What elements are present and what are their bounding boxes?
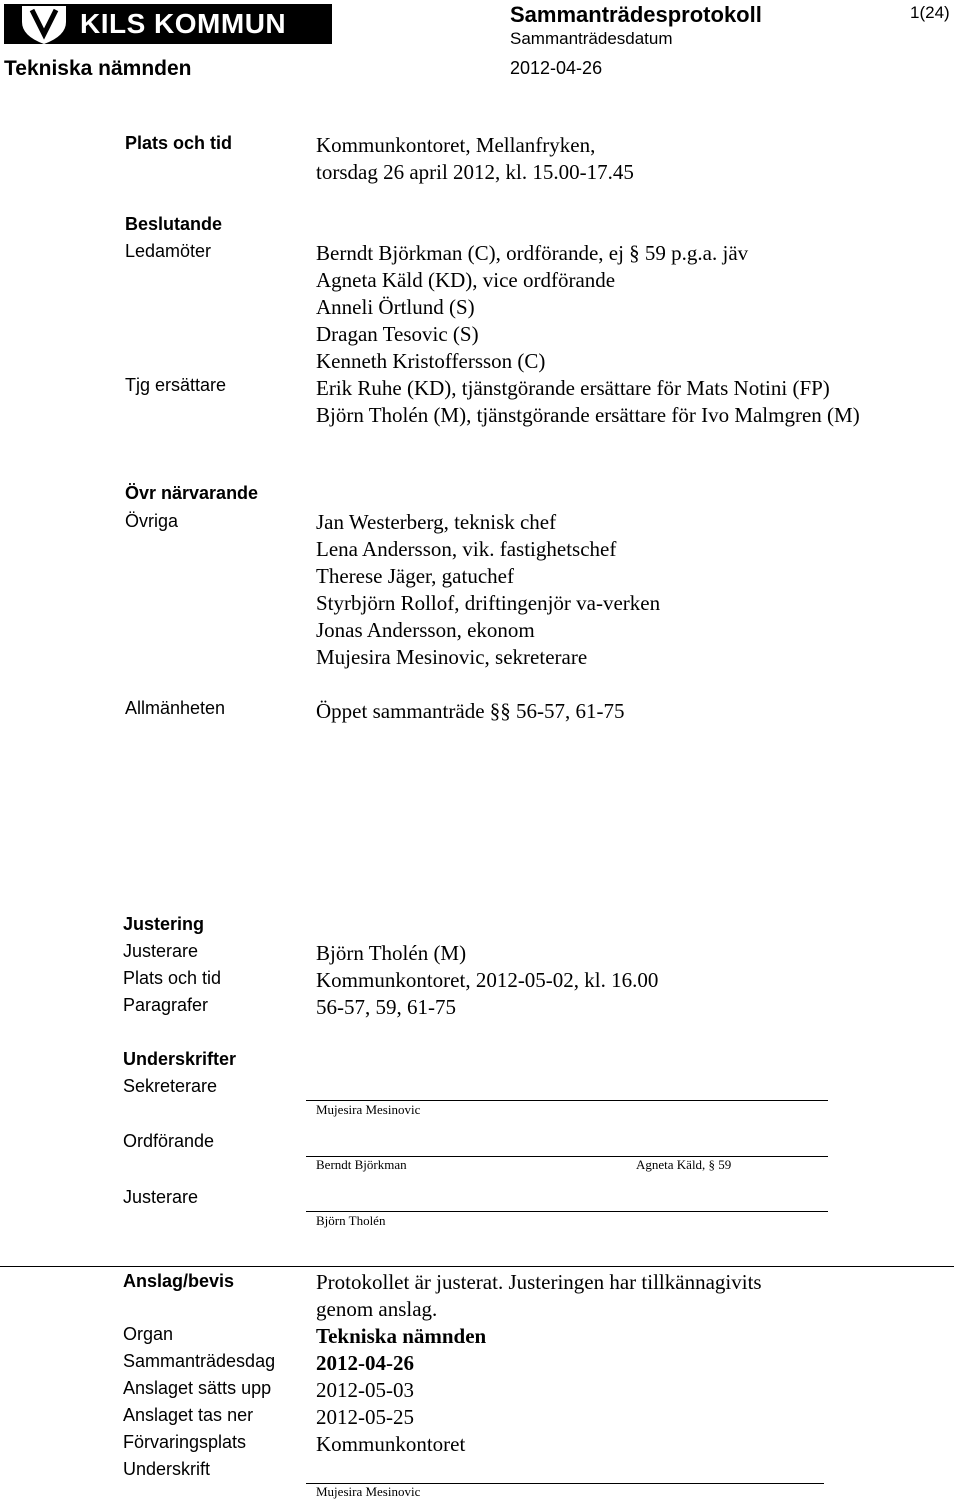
list-item: Erik Ruhe (KD), tjänstgörande ersättare för Mats Notini (FP) [316,376,830,400]
anslag-text-line: genom anslag. [316,1297,438,1321]
shield-icon [14,4,74,44]
signature-line [306,1211,828,1212]
date-label: Sammanträdesdatum [510,29,673,48]
ordforande-alt-name: Agneta Käld, § 59 [636,1157,732,1172]
list-item: Lena Andersson, vik. fastighetschef [316,537,617,561]
sammantradesdag-value: 2012-04-26 [316,1351,414,1375]
list-item: Dragan Tesovic (S) [316,322,479,346]
kils-kommun-logo [4,4,332,44]
ledamoter-label: Ledamöter [125,241,212,261]
member-list [316,240,860,429]
section-divider [0,1266,954,1267]
plats-label: Plats och tid [125,133,233,153]
list-item: Therese Jäger, gatuchef [316,564,514,588]
ordforande-label: Ordförande [123,1131,215,1151]
ordforande-name: Berndt Björkman [316,1157,407,1172]
logo-text: KILS KOMMUN [80,8,287,39]
justerare-label: Justerare [123,941,199,961]
beslutande-label: Beslutande [125,214,223,234]
org-name: Tekniska nämnden [4,57,192,80]
justering-label: Justering [123,914,205,934]
list-item: Jonas Andersson, ekonom [316,618,535,642]
ovriga-label: Övriga [125,511,179,531]
list-item: Berndt Björkman (C), ordförande, ej § 59 p.g.a. jäv [316,241,749,265]
allmanheten-label: Allmänheten [125,698,226,718]
page-number: 1(24) [910,3,950,22]
underskrift-label: Underskrift [123,1459,211,1479]
allmanheten-value: Öppet sammanträde §§ 56-57, 61-75 [316,699,625,723]
list-item: Agneta Käld (KD), vice ordförande [316,268,616,292]
anslag-upp-label: Anslaget sätts upp [123,1378,272,1398]
anslag-text-line: Protokollet är justerat. Justeringen har tillkännagivits [316,1270,762,1294]
anslag-text [316,1269,762,1323]
justerare-name: Björn Tholén [316,1213,386,1228]
list-item: Mujesira Mesinovic, sekreterare [316,645,588,669]
plats-value [316,132,634,186]
list-item: Björn Tholén (M), tjänstgörande ersättare för Ivo Malmgren (M) [316,403,860,427]
list-item: Styrbjörn Rollof, driftingenjör va-verken [316,591,661,615]
justering-plats-value: Kommunkontoret, 2012-05-02, kl. 16.00 [316,968,659,992]
organ-value: Tekniska nämnden [316,1324,487,1348]
paragrafer-label: Paragrafer [123,995,209,1015]
ovr-narvarande-label: Övr närvarande [125,483,259,503]
organ-label: Organ [123,1324,174,1344]
plats-line: Kommunkontoret, Mellanfryken, [316,133,596,157]
anslag-label: Anslag/bevis [123,1271,235,1291]
forvaringsplats-label: Förvaringsplats [123,1432,247,1452]
sammantradesdag-label: Sammanträdesdag [123,1351,276,1371]
plats-line: torsdag 26 april 2012, kl. 15.00-17.45 [316,160,634,184]
anslag-ner-value: 2012-05-25 [316,1405,414,1429]
list-item: Anneli Örtlund (S) [316,295,475,319]
sekreterare-name: Mujesira Mesinovic [316,1102,421,1117]
justerare-value: Björn Tholén (M) [316,941,467,965]
underskrifter-label: Underskrifter [123,1049,237,1069]
underskrift-justerare-label: Justerare [123,1187,199,1207]
anslag-ner-label: Anslaget tas ner [123,1405,254,1425]
doc-type: Sammanträdesprotokoll [510,2,762,27]
list-item: Kenneth Kristoffersson (C) [316,349,546,373]
list-item: Jan Westerberg, teknisk chef [316,510,557,534]
meeting-date: 2012-04-26 [510,58,603,78]
anslag-upp-value: 2012-05-03 [316,1378,414,1402]
underskrift-name: Mujesira Mesinovic [316,1484,421,1499]
forvaringsplats-value: Kommunkontoret [316,1432,466,1456]
sekreterare-label: Sekreterare [123,1076,218,1096]
signature-line [306,1100,828,1101]
justering-plats-label: Plats och tid [123,968,222,988]
ovriga-list [316,509,660,671]
paragrafer-value: 56-57, 59, 61-75 [316,995,456,1019]
tjg-ersattare-label: Tjg ersättare [125,375,227,395]
